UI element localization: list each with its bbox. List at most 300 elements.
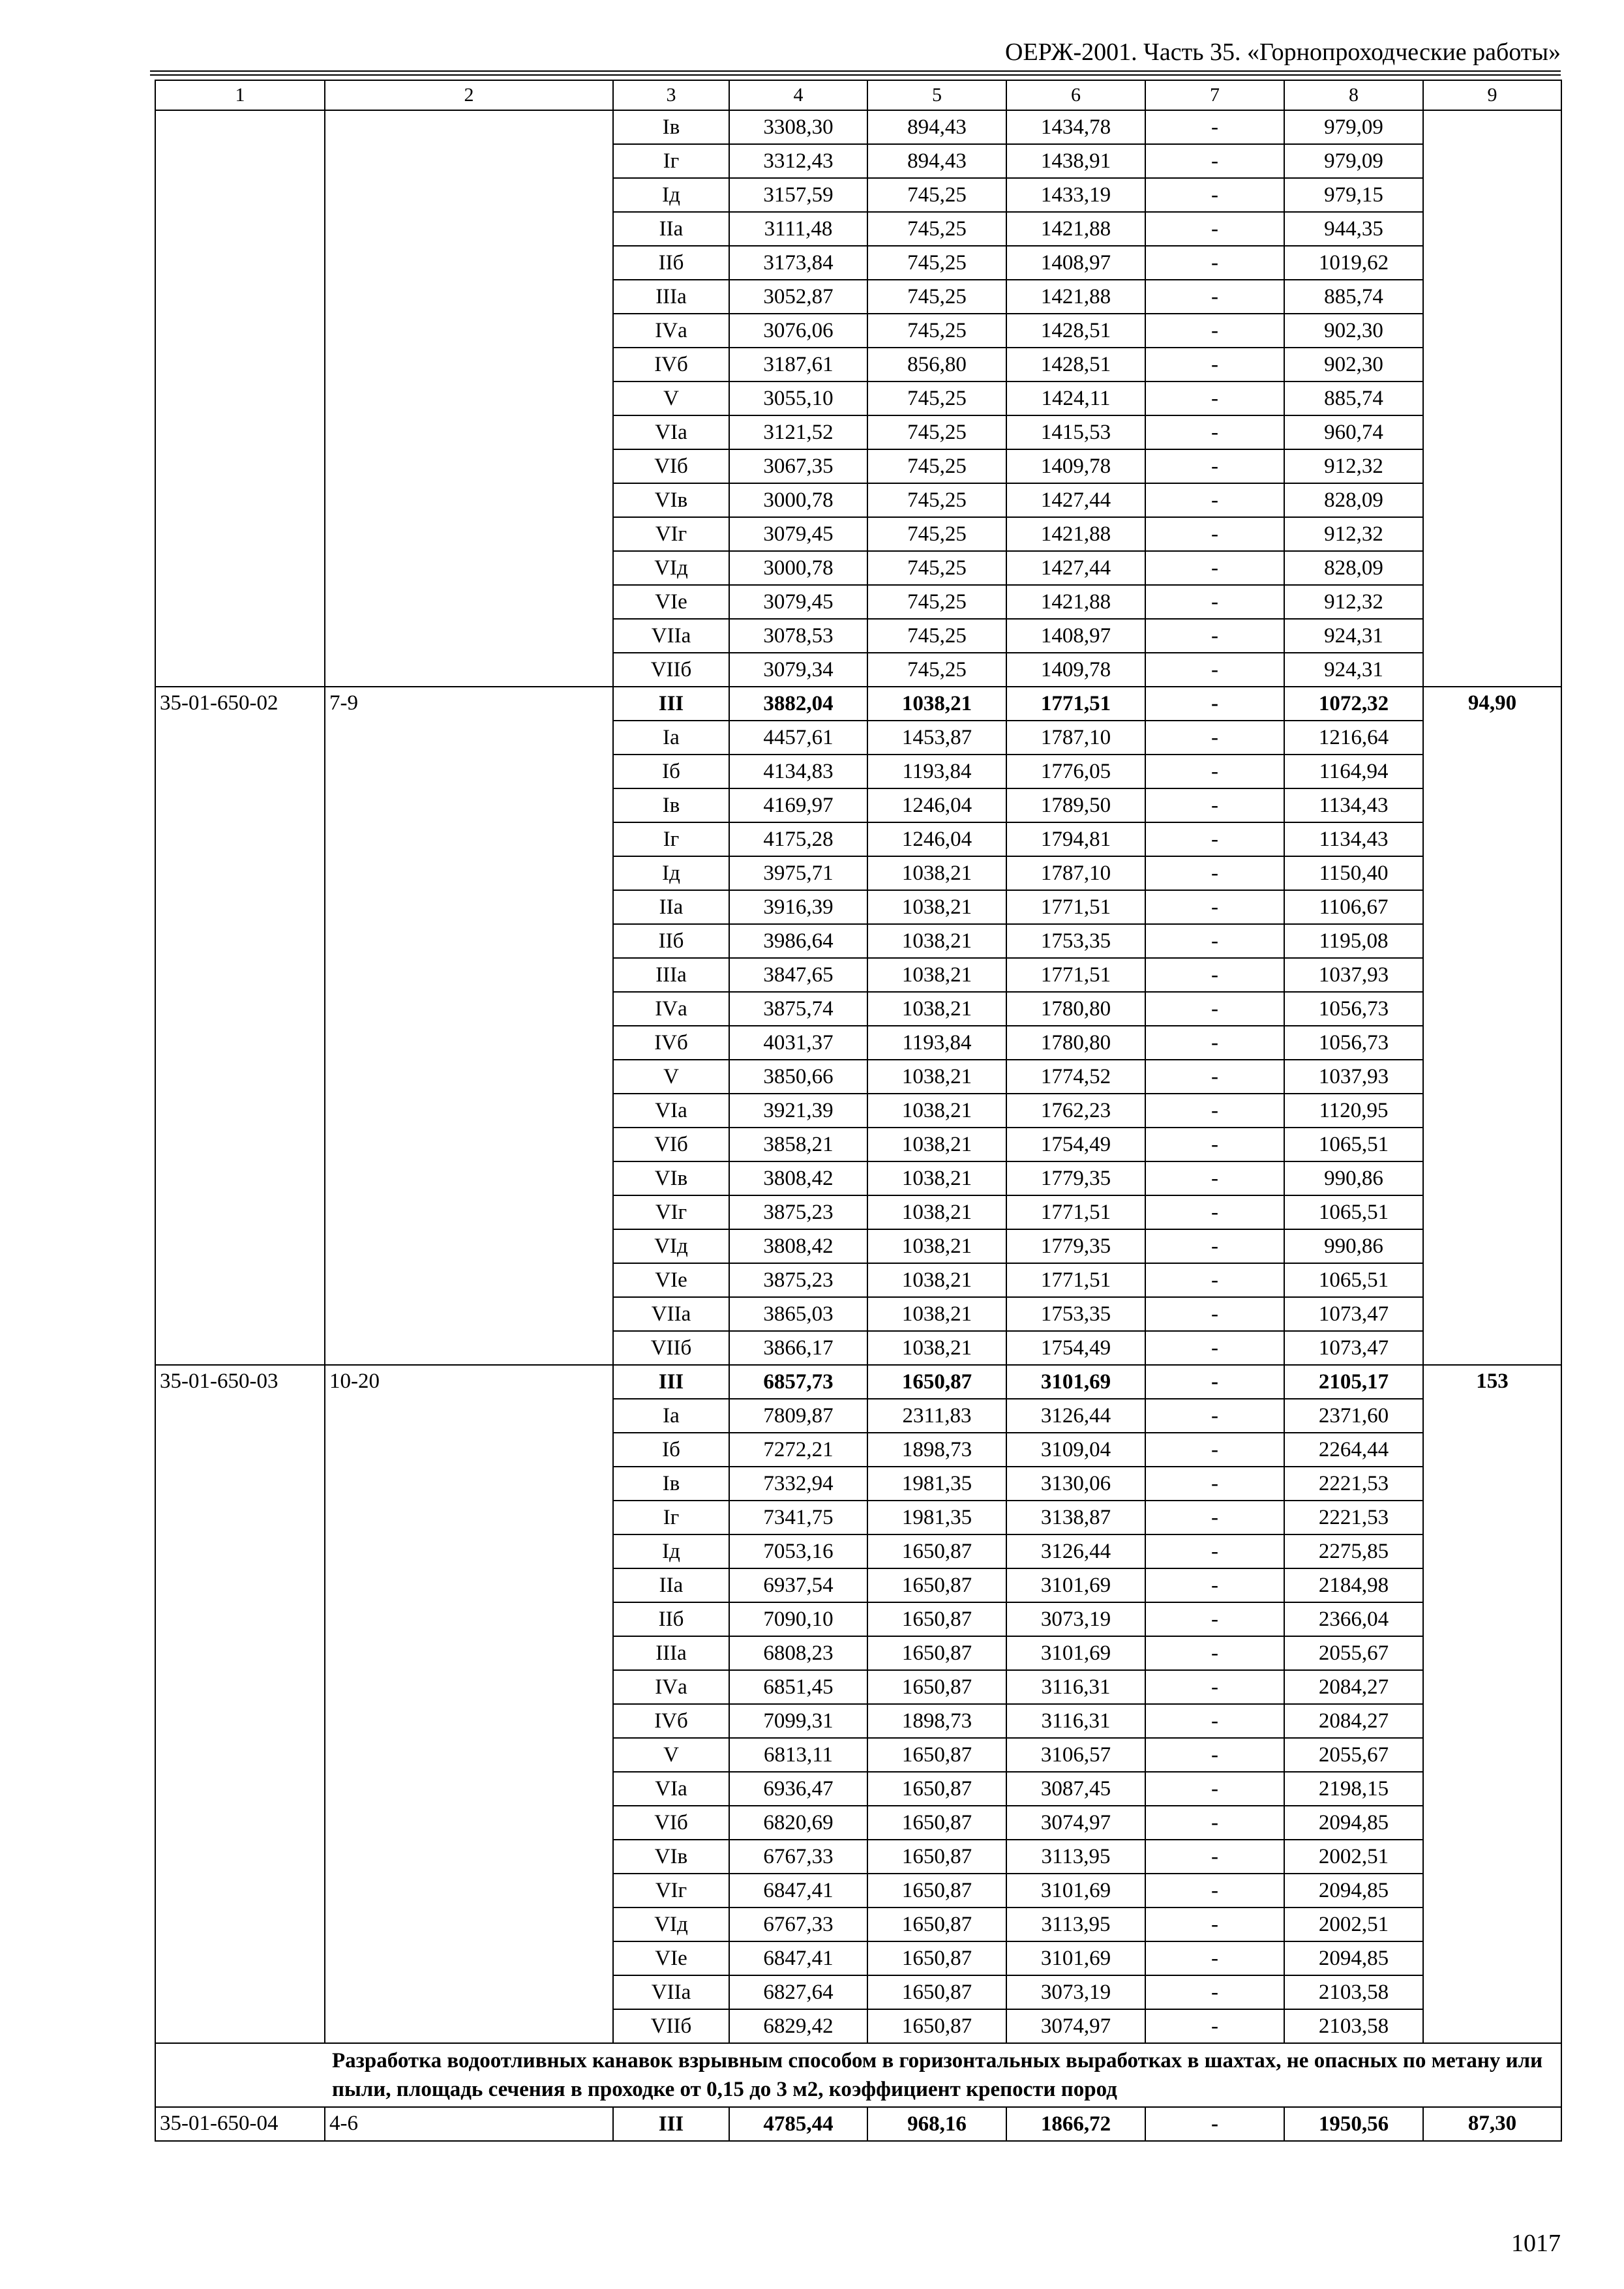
value-cell: - bbox=[1145, 110, 1284, 144]
value-cell: 944,35 bbox=[1284, 212, 1423, 246]
value-cell: - bbox=[1145, 958, 1284, 992]
category-cell: VIе bbox=[613, 1941, 729, 1975]
value-cell: 885,74 bbox=[1284, 280, 1423, 314]
value-cell: 1065,51 bbox=[1284, 1128, 1423, 1161]
value-cell: 924,31 bbox=[1284, 653, 1423, 687]
section-value-cell bbox=[1423, 110, 1561, 687]
category-cell: III bbox=[613, 687, 729, 721]
value-cell: 1037,93 bbox=[1284, 958, 1423, 992]
rate-code-cell: 35-01-650-04 bbox=[155, 2107, 325, 2141]
value-cell: 1779,35 bbox=[1006, 1229, 1145, 1263]
category-cell: Iв bbox=[613, 1467, 729, 1501]
category-cell: Iа bbox=[613, 1399, 729, 1433]
value-cell: 894,43 bbox=[867, 144, 1006, 178]
value-cell: - bbox=[1145, 1229, 1284, 1263]
value-cell: - bbox=[1145, 653, 1284, 687]
value-cell: 4134,83 bbox=[729, 755, 867, 788]
value-cell: 1421,88 bbox=[1006, 212, 1145, 246]
value-cell: 2094,85 bbox=[1284, 1874, 1423, 1908]
category-cell: VIв bbox=[613, 1840, 729, 1874]
value-cell: 828,09 bbox=[1284, 551, 1423, 585]
value-cell: - bbox=[1145, 1263, 1284, 1297]
value-cell: - bbox=[1145, 517, 1284, 551]
value-cell: 1650,87 bbox=[867, 1636, 1006, 1670]
value-cell: 1780,80 bbox=[1006, 1026, 1145, 1060]
value-cell: 979,09 bbox=[1284, 144, 1423, 178]
value-cell: 3847,65 bbox=[729, 958, 867, 992]
category-cell: III bbox=[613, 1365, 729, 1399]
value-cell: 1787,10 bbox=[1006, 856, 1145, 890]
value-cell: - bbox=[1145, 1433, 1284, 1467]
category-cell: Iб bbox=[613, 1433, 729, 1467]
value-cell: 1650,87 bbox=[867, 1975, 1006, 2009]
value-cell: - bbox=[1145, 1806, 1284, 1840]
value-cell: 4457,61 bbox=[729, 721, 867, 755]
value-cell: 745,25 bbox=[867, 653, 1006, 687]
value-cell: 4175,28 bbox=[729, 822, 867, 856]
value-cell: 2264,44 bbox=[1284, 1433, 1423, 1467]
value-cell: 1771,51 bbox=[1006, 958, 1145, 992]
category-cell: VIг bbox=[613, 517, 729, 551]
value-cell: - bbox=[1145, 1128, 1284, 1161]
value-cell: 3055,10 bbox=[729, 382, 867, 415]
value-cell: 1193,84 bbox=[867, 755, 1006, 788]
value-cell: - bbox=[1145, 890, 1284, 924]
value-cell: 1216,64 bbox=[1284, 721, 1423, 755]
value-cell: - bbox=[1145, 314, 1284, 348]
category-cell: IIIа bbox=[613, 280, 729, 314]
value-cell: 745,25 bbox=[867, 619, 1006, 653]
value-cell: 745,25 bbox=[867, 483, 1006, 517]
value-cell: 2103,58 bbox=[1284, 2009, 1423, 2043]
value-cell: - bbox=[1145, 585, 1284, 619]
value-cell: 1038,21 bbox=[867, 1161, 1006, 1195]
value-cell: 745,25 bbox=[867, 178, 1006, 212]
value-cell: 2221,53 bbox=[1284, 1501, 1423, 1534]
value-cell: 1650,87 bbox=[867, 1908, 1006, 1941]
value-cell: 2198,15 bbox=[1284, 1772, 1423, 1806]
value-cell: 3882,04 bbox=[729, 687, 867, 721]
value-cell: 6847,41 bbox=[729, 1874, 867, 1908]
value-cell: 2103,58 bbox=[1284, 1975, 1423, 2009]
section-value-cell: 94,90 bbox=[1423, 687, 1561, 1365]
value-cell: - bbox=[1145, 1738, 1284, 1772]
value-cell: 2094,85 bbox=[1284, 1941, 1423, 1975]
value-cell: 1650,87 bbox=[867, 1806, 1006, 1840]
value-cell: 745,25 bbox=[867, 246, 1006, 280]
value-cell: 3308,30 bbox=[729, 110, 867, 144]
value-cell: 3101,69 bbox=[1006, 1365, 1145, 1399]
value-cell: 1794,81 bbox=[1006, 822, 1145, 856]
value-cell: 1038,21 bbox=[867, 958, 1006, 992]
value-cell: - bbox=[1145, 1975, 1284, 2009]
category-cell: IVа bbox=[613, 1670, 729, 1704]
value-cell: - bbox=[1145, 178, 1284, 212]
category-cell: V bbox=[613, 1738, 729, 1772]
value-cell: - bbox=[1145, 1195, 1284, 1229]
value-cell: 885,74 bbox=[1284, 382, 1423, 415]
value-cell: 1038,21 bbox=[867, 1297, 1006, 1331]
value-cell: 3866,17 bbox=[729, 1331, 867, 1365]
value-cell: - bbox=[1145, 619, 1284, 653]
value-cell: - bbox=[1145, 2107, 1284, 2141]
value-cell: - bbox=[1145, 415, 1284, 449]
category-cell: VIIб bbox=[613, 653, 729, 687]
column-number-cell: 2 bbox=[325, 80, 613, 110]
category-cell: Iг bbox=[613, 822, 729, 856]
value-cell: - bbox=[1145, 755, 1284, 788]
value-cell: 4785,44 bbox=[729, 2107, 867, 2141]
value-cell: 745,25 bbox=[867, 314, 1006, 348]
value-cell: 968,16 bbox=[867, 2107, 1006, 2141]
value-cell: 1428,51 bbox=[1006, 348, 1145, 382]
value-cell: 1038,21 bbox=[867, 1331, 1006, 1365]
value-cell: 1866,72 bbox=[1006, 2107, 1145, 2141]
value-cell: - bbox=[1145, 856, 1284, 890]
value-cell: 912,32 bbox=[1284, 585, 1423, 619]
value-cell: - bbox=[1145, 822, 1284, 856]
value-cell: 3087,45 bbox=[1006, 1772, 1145, 1806]
value-cell: 2184,98 bbox=[1284, 1568, 1423, 1602]
value-cell: 1650,87 bbox=[867, 1941, 1006, 1975]
category-cell: VIг bbox=[613, 1874, 729, 1908]
value-cell: 3079,45 bbox=[729, 585, 867, 619]
category-cell: VIа bbox=[613, 415, 729, 449]
value-cell: 1950,56 bbox=[1284, 2107, 1423, 2141]
range-cell: 7-9 bbox=[325, 687, 613, 1365]
value-cell: 3079,34 bbox=[729, 653, 867, 687]
value-cell: - bbox=[1145, 1772, 1284, 1806]
value-cell: 1072,32 bbox=[1284, 687, 1423, 721]
value-cell: - bbox=[1145, 1365, 1284, 1399]
value-cell: 1780,80 bbox=[1006, 992, 1145, 1026]
category-cell: IVб bbox=[613, 1026, 729, 1060]
value-cell: 990,86 bbox=[1284, 1161, 1423, 1195]
value-cell: 6829,42 bbox=[729, 2009, 867, 2043]
category-cell: Iд bbox=[613, 178, 729, 212]
value-cell: 1065,51 bbox=[1284, 1195, 1423, 1229]
value-cell: 894,43 bbox=[867, 110, 1006, 144]
value-cell: 2084,27 bbox=[1284, 1704, 1423, 1738]
value-cell: 3101,69 bbox=[1006, 1874, 1145, 1908]
value-cell: 1650,87 bbox=[867, 1568, 1006, 1602]
category-cell: IIб bbox=[613, 246, 729, 280]
value-cell: 3858,21 bbox=[729, 1128, 867, 1161]
category-cell: VIIб bbox=[613, 2009, 729, 2043]
value-cell: - bbox=[1145, 246, 1284, 280]
value-cell: 912,32 bbox=[1284, 517, 1423, 551]
category-cell: VIIа bbox=[613, 1297, 729, 1331]
value-cell: 1421,88 bbox=[1006, 280, 1145, 314]
value-cell: 1762,23 bbox=[1006, 1094, 1145, 1128]
value-cell: 1037,93 bbox=[1284, 1060, 1423, 1094]
category-cell: IIб bbox=[613, 1602, 729, 1636]
column-number-cell: 7 bbox=[1145, 80, 1284, 110]
column-number-cell: 9 bbox=[1423, 80, 1561, 110]
value-cell: 3079,45 bbox=[729, 517, 867, 551]
rate-code-cell: 35-01-650-02 bbox=[155, 687, 325, 1365]
value-cell: - bbox=[1145, 1670, 1284, 1704]
value-cell: 6936,47 bbox=[729, 1772, 867, 1806]
rate-code-cell bbox=[155, 110, 325, 687]
value-cell: - bbox=[1145, 1467, 1284, 1501]
value-cell: 3875,23 bbox=[729, 1263, 867, 1297]
value-cell: 6813,11 bbox=[729, 1738, 867, 1772]
value-cell: 1038,21 bbox=[867, 1060, 1006, 1094]
value-cell: 3074,97 bbox=[1006, 2009, 1145, 2043]
value-cell: 1038,21 bbox=[867, 1195, 1006, 1229]
value-cell: 7099,31 bbox=[729, 1704, 867, 1738]
value-cell: 1650,87 bbox=[867, 1602, 1006, 1636]
value-cell: 1038,21 bbox=[867, 890, 1006, 924]
value-cell: - bbox=[1145, 212, 1284, 246]
category-cell: VIIа bbox=[613, 619, 729, 653]
value-cell: 1038,21 bbox=[867, 1263, 1006, 1297]
value-cell: 1981,35 bbox=[867, 1467, 1006, 1501]
category-cell: Iв bbox=[613, 788, 729, 822]
category-cell: III bbox=[613, 2107, 729, 2141]
value-cell: - bbox=[1145, 1704, 1284, 1738]
value-cell: 1771,51 bbox=[1006, 890, 1145, 924]
value-cell: - bbox=[1145, 382, 1284, 415]
category-cell: Iг bbox=[613, 1501, 729, 1534]
range-cell: 10-20 bbox=[325, 1365, 613, 2043]
category-cell: VIв bbox=[613, 483, 729, 517]
value-cell: 3106,57 bbox=[1006, 1738, 1145, 1772]
value-cell: 1038,21 bbox=[867, 1229, 1006, 1263]
column-number-cell: 6 bbox=[1006, 80, 1145, 110]
value-cell: - bbox=[1145, 924, 1284, 958]
value-cell: 1427,44 bbox=[1006, 483, 1145, 517]
value-cell: 1779,35 bbox=[1006, 1161, 1145, 1195]
category-cell: IIа bbox=[613, 1568, 729, 1602]
value-cell: 3312,43 bbox=[729, 144, 867, 178]
value-cell: 960,74 bbox=[1284, 415, 1423, 449]
value-cell: - bbox=[1145, 1331, 1284, 1365]
value-cell: 6851,45 bbox=[729, 1670, 867, 1704]
value-cell: 3116,31 bbox=[1006, 1704, 1145, 1738]
value-cell: 1771,51 bbox=[1006, 1263, 1145, 1297]
range-cell: 4-6 bbox=[325, 2107, 613, 2141]
value-cell: 3067,35 bbox=[729, 449, 867, 483]
column-number-cell: 1 bbox=[155, 80, 325, 110]
value-cell: 2221,53 bbox=[1284, 1467, 1423, 1501]
value-cell: 3986,64 bbox=[729, 924, 867, 958]
table-row bbox=[155, 110, 1561, 144]
value-cell: 4031,37 bbox=[729, 1026, 867, 1060]
category-cell: VIг bbox=[613, 1195, 729, 1229]
value-cell: 1408,97 bbox=[1006, 619, 1145, 653]
value-cell: 3111,48 bbox=[729, 212, 867, 246]
value-cell: 2105,17 bbox=[1284, 1365, 1423, 1399]
value-cell: 2002,51 bbox=[1284, 1840, 1423, 1874]
value-cell: 1650,87 bbox=[867, 1670, 1006, 1704]
value-cell: 1771,51 bbox=[1006, 687, 1145, 721]
value-cell: 1409,78 bbox=[1006, 449, 1145, 483]
category-cell: IIа bbox=[613, 212, 729, 246]
value-cell: 2371,60 bbox=[1284, 1399, 1423, 1433]
value-cell: 1428,51 bbox=[1006, 314, 1145, 348]
value-cell: 1650,87 bbox=[867, 1840, 1006, 1874]
value-cell: 979,09 bbox=[1284, 110, 1423, 144]
value-cell: 1164,94 bbox=[1284, 755, 1423, 788]
value-cell: 2094,85 bbox=[1284, 1806, 1423, 1840]
value-cell: 745,25 bbox=[867, 585, 1006, 619]
value-cell: 1650,87 bbox=[867, 2009, 1006, 2043]
value-cell: 2002,51 bbox=[1284, 1908, 1423, 1941]
category-cell: Iа bbox=[613, 721, 729, 755]
value-cell: - bbox=[1145, 788, 1284, 822]
value-cell: 1106,67 bbox=[1284, 890, 1423, 924]
category-cell: IVб bbox=[613, 1704, 729, 1738]
value-cell: 6808,23 bbox=[729, 1636, 867, 1670]
value-cell: - bbox=[1145, 1602, 1284, 1636]
table-row bbox=[155, 2107, 1561, 2141]
value-cell: 4169,97 bbox=[729, 788, 867, 822]
category-cell: IIа bbox=[613, 890, 729, 924]
value-cell: 745,25 bbox=[867, 212, 1006, 246]
value-cell: - bbox=[1145, 1060, 1284, 1094]
value-cell: 7809,87 bbox=[729, 1399, 867, 1433]
value-cell: 745,25 bbox=[867, 517, 1006, 551]
value-cell: 1650,87 bbox=[867, 1738, 1006, 1772]
value-cell: 3078,53 bbox=[729, 619, 867, 653]
category-cell: VIд bbox=[613, 1229, 729, 1263]
value-cell: 1134,43 bbox=[1284, 822, 1423, 856]
category-cell: IVа bbox=[613, 314, 729, 348]
value-cell: 7053,16 bbox=[729, 1534, 867, 1568]
value-cell: 1150,40 bbox=[1284, 856, 1423, 890]
value-cell: 7341,75 bbox=[729, 1501, 867, 1534]
value-cell: 3808,42 bbox=[729, 1229, 867, 1263]
value-cell: 6767,33 bbox=[729, 1840, 867, 1874]
value-cell: 7090,10 bbox=[729, 1602, 867, 1636]
value-cell: - bbox=[1145, 280, 1284, 314]
value-cell: 6857,73 bbox=[729, 1365, 867, 1399]
value-cell: 3130,06 bbox=[1006, 1467, 1145, 1501]
value-cell: 6847,41 bbox=[729, 1941, 867, 1975]
category-cell: IVб bbox=[613, 348, 729, 382]
value-cell: 6937,54 bbox=[729, 1568, 867, 1602]
category-cell: IIIа bbox=[613, 1636, 729, 1670]
category-cell: IVа bbox=[613, 992, 729, 1026]
value-cell: 3916,39 bbox=[729, 890, 867, 924]
value-cell: 1134,43 bbox=[1284, 788, 1423, 822]
value-cell: 3975,71 bbox=[729, 856, 867, 890]
value-cell: 1038,21 bbox=[867, 856, 1006, 890]
section-value-cell: 153 bbox=[1423, 1365, 1561, 2043]
value-cell: - bbox=[1145, 1636, 1284, 1670]
category-cell: V bbox=[613, 382, 729, 415]
value-cell: 745,25 bbox=[867, 449, 1006, 483]
value-cell: 856,80 bbox=[867, 348, 1006, 382]
section-value-cell: 87,30 bbox=[1423, 2107, 1561, 2141]
value-cell: 1753,35 bbox=[1006, 924, 1145, 958]
value-cell: 2055,67 bbox=[1284, 1738, 1423, 1772]
value-cell: 1195,08 bbox=[1284, 924, 1423, 958]
value-cell: 1433,19 bbox=[1006, 178, 1145, 212]
value-cell: 1787,10 bbox=[1006, 721, 1145, 755]
value-cell: 3138,87 bbox=[1006, 1501, 1145, 1534]
value-cell: 3076,06 bbox=[729, 314, 867, 348]
value-cell: 1038,21 bbox=[867, 992, 1006, 1026]
value-cell: 3187,61 bbox=[729, 348, 867, 382]
value-cell: 3875,74 bbox=[729, 992, 867, 1026]
value-cell: 1650,87 bbox=[867, 1772, 1006, 1806]
category-cell: VIд bbox=[613, 1908, 729, 1941]
value-cell: 1065,51 bbox=[1284, 1263, 1423, 1297]
value-cell: 1650,87 bbox=[867, 1365, 1006, 1399]
value-cell: - bbox=[1145, 721, 1284, 755]
value-cell: 1453,87 bbox=[867, 721, 1006, 755]
value-cell: - bbox=[1145, 992, 1284, 1026]
value-cell: 1038,21 bbox=[867, 1128, 1006, 1161]
value-cell: 3865,03 bbox=[729, 1297, 867, 1331]
value-cell: - bbox=[1145, 348, 1284, 382]
value-cell: 1246,04 bbox=[867, 788, 1006, 822]
value-cell: 1193,84 bbox=[867, 1026, 1006, 1060]
value-cell: 912,32 bbox=[1284, 449, 1423, 483]
value-cell: 3173,84 bbox=[729, 246, 867, 280]
value-cell: 924,31 bbox=[1284, 619, 1423, 653]
value-cell: 2275,85 bbox=[1284, 1534, 1423, 1568]
column-number-cell: 3 bbox=[613, 80, 729, 110]
category-cell: VIб bbox=[613, 1806, 729, 1840]
value-cell: - bbox=[1145, 1094, 1284, 1128]
page-number: 1017 bbox=[1511, 2230, 1561, 2257]
value-cell: 828,09 bbox=[1284, 483, 1423, 517]
value-cell: 7332,94 bbox=[729, 1467, 867, 1501]
value-cell: - bbox=[1145, 449, 1284, 483]
value-cell: 1753,35 bbox=[1006, 1297, 1145, 1331]
column-number-cell: 4 bbox=[729, 80, 867, 110]
value-cell: 1438,91 bbox=[1006, 144, 1145, 178]
value-cell: 3101,69 bbox=[1006, 1636, 1145, 1670]
value-cell: - bbox=[1145, 1399, 1284, 1433]
value-cell: 3101,69 bbox=[1006, 1941, 1145, 1975]
category-cell: VIа bbox=[613, 1772, 729, 1806]
value-cell: 745,25 bbox=[867, 382, 1006, 415]
value-cell: 1038,21 bbox=[867, 687, 1006, 721]
category-cell: IIIа bbox=[613, 958, 729, 992]
category-cell: VIIб bbox=[613, 1331, 729, 1365]
value-cell: 7272,21 bbox=[729, 1433, 867, 1467]
category-cell: Iд bbox=[613, 856, 729, 890]
header-rule-double bbox=[150, 74, 1561, 76]
value-cell: 1771,51 bbox=[1006, 1195, 1145, 1229]
value-cell: - bbox=[1145, 1161, 1284, 1195]
value-cell: 1409,78 bbox=[1006, 653, 1145, 687]
value-cell: 1038,21 bbox=[867, 924, 1006, 958]
value-cell: 3113,95 bbox=[1006, 1908, 1145, 1941]
value-cell: - bbox=[1145, 483, 1284, 517]
value-cell: 3157,59 bbox=[729, 178, 867, 212]
value-cell: 1246,04 bbox=[867, 822, 1006, 856]
value-cell: 3000,78 bbox=[729, 551, 867, 585]
value-cell: 1073,47 bbox=[1284, 1331, 1423, 1365]
value-cell: - bbox=[1145, 551, 1284, 585]
value-cell: 1427,44 bbox=[1006, 551, 1145, 585]
column-number-row bbox=[155, 80, 1561, 110]
value-cell: 6827,64 bbox=[729, 1975, 867, 2009]
value-cell: 902,30 bbox=[1284, 348, 1423, 382]
value-cell: 1415,53 bbox=[1006, 415, 1145, 449]
category-cell: VIб bbox=[613, 449, 729, 483]
header-rule bbox=[150, 70, 1561, 72]
category-cell: V bbox=[613, 1060, 729, 1094]
category-cell: Iв bbox=[613, 110, 729, 144]
value-cell: 3074,97 bbox=[1006, 1806, 1145, 1840]
